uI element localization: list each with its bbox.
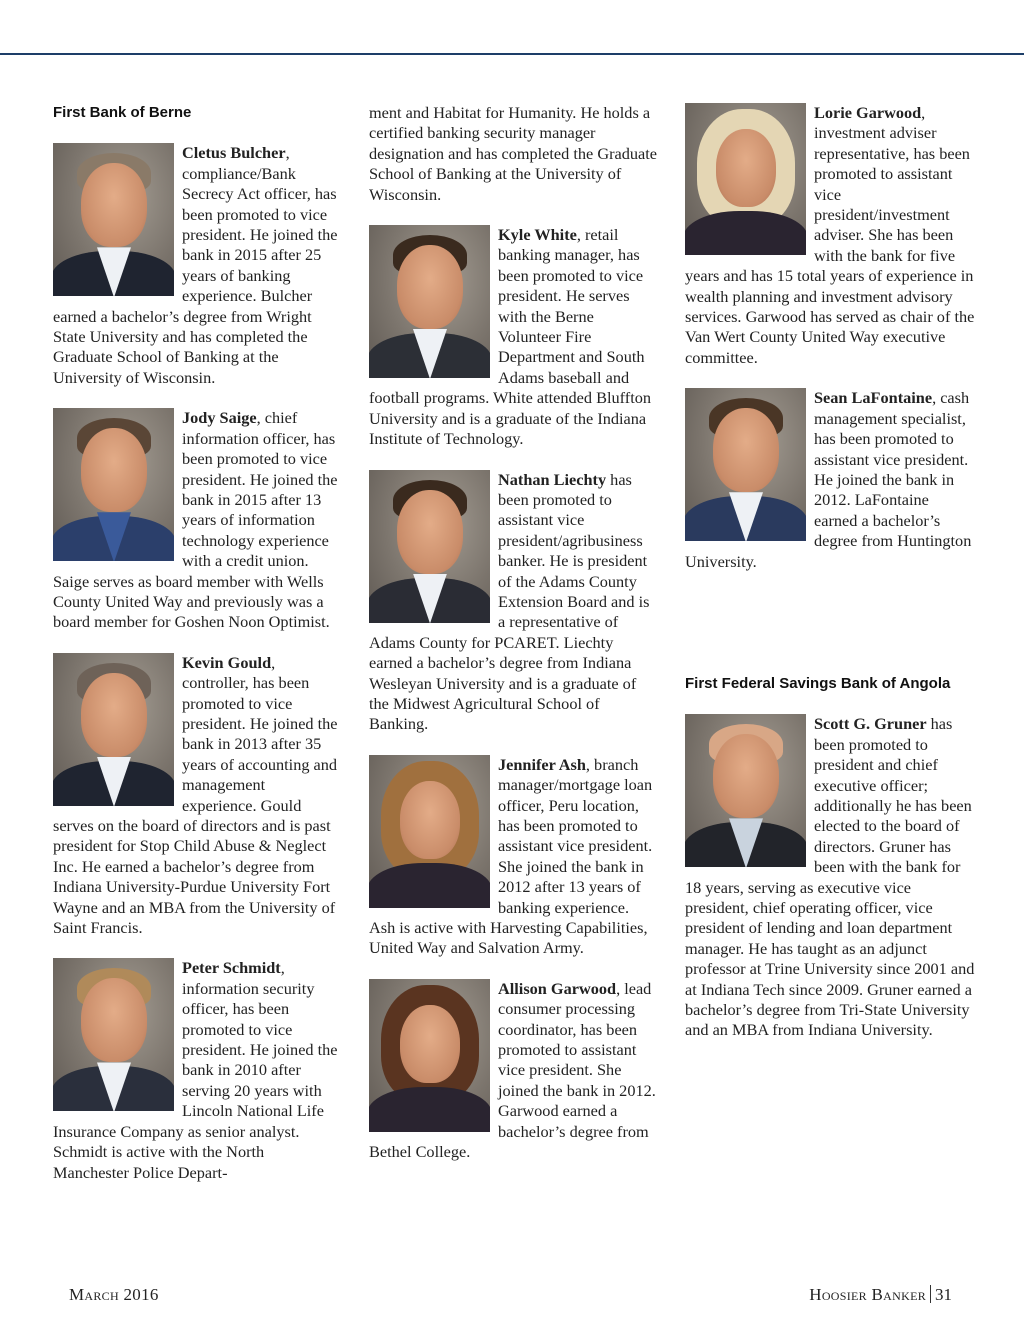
schmidt-continued-text: ment and Habitat for Humanity. He holds a certified banking security manager designation and has completed the Graduate School of Banking at the University of Wisconsin. (369, 103, 657, 204)
person-bio: , cash management specialist, has been promoted to assistant vice president. He joined the bank in 2012. LaFontaine earned a bachelor’s degree from Huntington University. (685, 388, 972, 571)
person-bio: , compliance/Bank Secrecy Act officer, has been promoted to vice president. He joined the bank in 2015 after 25 years of banking experience. Bulcher earned a bachelor’s degree from Wright State University and has completed the Graduate School of Banking at the University of Wisconsin. (53, 143, 338, 387)
portrait-photo (369, 755, 490, 908)
face (81, 163, 147, 247)
portrait-photo (685, 103, 806, 255)
column-3 (685, 103, 975, 1041)
top (369, 863, 490, 908)
entry-white (369, 225, 657, 449)
person-bio: , information security officer, has been promoted to vice president. He joined the bank in 2010 after serving 20 years with Lincoln National Life Insurance Company as senior analyst. Schmidt is active with the North Manchester Police Depart- (53, 958, 338, 1182)
entry-lafontaine (685, 388, 975, 572)
publication-name: Hoosier Banker (809, 1285, 926, 1304)
person-name: Scott G. Gruner (814, 714, 927, 734)
entry-gruner (685, 714, 975, 1041)
portrait-photo (685, 714, 806, 867)
person-name: Peter Schmidt (182, 958, 281, 978)
column-2 (369, 103, 657, 1163)
entry-schmidt (53, 958, 341, 1182)
face (397, 245, 463, 329)
person-bio: , investment adviser representative, has been promoted to assistant vice president/investment adviser. She has been with the bank for five years and has 15 total years of experience in wealth planning and investment advisory services. Garwood has served as chair of the Van Wert County United Way executive committee. (685, 103, 975, 367)
person-bio: has been promoted to assistant vice president/agribusiness banker. He is president of the Adams County Extension Board and is a representative of Adams County for PCARET. Liechty earned a bachelor’s degree from Indiana Wesleyan University and is a graduate of the Midwest Agricultural School of Banking. (369, 469, 650, 734)
person-bio: , retail banking manager, has been promoted to vice president. He serves with the Berne Volunteer Fire Department and South Adams baseball and football programs. White attended Bluffton University and is a graduate of the Indiana Institute of Technology. (369, 225, 651, 449)
entry-saige (53, 408, 341, 632)
top (369, 1087, 490, 1132)
person-name: Jennifer Ash (498, 754, 586, 774)
person-name: Allison Garwood (498, 978, 617, 998)
face (81, 978, 147, 1062)
entry-bulcher (53, 143, 341, 388)
entry-ash (369, 755, 657, 959)
face (397, 490, 463, 574)
divider (930, 1285, 931, 1303)
face (713, 734, 779, 818)
entry-lorie-garwood (685, 103, 975, 368)
entry-gould (53, 653, 341, 939)
person-name: Lorie Garwood (814, 103, 922, 122)
portrait-photo (685, 388, 806, 541)
person-bio: , branch manager/mortgage loan officer, Peru location, has been promoted to assistant vice president. She joined the bank in 2012 after 13 years of banking experience. Ash is active with Harvesting Capabilities, United Way and Salvation Army. (369, 754, 653, 958)
portrait-photo (53, 653, 174, 806)
person-name: Cletus Bulcher (182, 143, 286, 163)
face (713, 408, 779, 492)
entry-allison-garwood (369, 979, 657, 1163)
person-name: Kyle White (498, 225, 577, 245)
header-rule (0, 53, 1024, 55)
person-name: Sean LaFontaine (814, 388, 933, 408)
person-bio: , lead consumer processing coordinator, has been promoted to assistant vice president. She joined the bank in 2012. Garwood earned a bachelor’s degree from Bethel College. (369, 978, 656, 1162)
portrait-photo (369, 470, 490, 623)
footer-publication (809, 1285, 952, 1305)
column-1 (53, 103, 341, 1183)
section-heading-first-federal-angola: First Federal Savings Bank of Angola (685, 674, 951, 692)
person-bio: , controller, has been promoted to vice president. He joined the bank in 2013 after 35 years of accounting and management experience. Gould serves on the board of directors and is past president for Stop Child Abuse & Neglect Inc. He earned a bachelor’s degree from Indiana University-Purdue University Fort Wayne and an MBA from the University of Saint Francis. (53, 652, 338, 938)
top (685, 211, 806, 255)
person-name: Nathan Liechty (498, 469, 607, 489)
footer-date: March 2016 (69, 1285, 159, 1304)
face (400, 1005, 460, 1083)
page-number: 31 (935, 1285, 952, 1304)
portrait-photo (53, 408, 174, 561)
portrait-photo (53, 143, 174, 296)
portrait-photo (369, 979, 490, 1132)
entry-liechty (369, 470, 657, 735)
face (716, 129, 776, 207)
person-bio: , chief information officer, has been promoted to vice president. He joined the bank in 2015 after 13 years of information technology experience with a credit union. Saige serves as board member with Wells County United Way and previously was a board member for Goshen Noon Optimist. (53, 408, 338, 632)
face (81, 428, 147, 512)
portrait-photo (369, 225, 490, 378)
person-name: Kevin Gould (182, 652, 272, 672)
face (81, 673, 147, 757)
person-bio: has been promoted to president and chief executive officer; additionally he has been elected to the board of directors. Gruner has been with the bank for 18 years, serving as executive vice president, chief operating officer, vice president of lending and loan department manager. He has taught as an adjunct professor at Trine University since 2001 and at Indiana Tech since 2009. Gruner earned a bachelor’s degree from Tri-State University and an MBA from Indiana University. (685, 714, 975, 1040)
section-heading-first-bank-of-berne: First Bank of Berne (53, 104, 192, 121)
portrait-photo (53, 958, 174, 1111)
face (400, 781, 460, 859)
person-name: Jody Saige (182, 408, 257, 428)
